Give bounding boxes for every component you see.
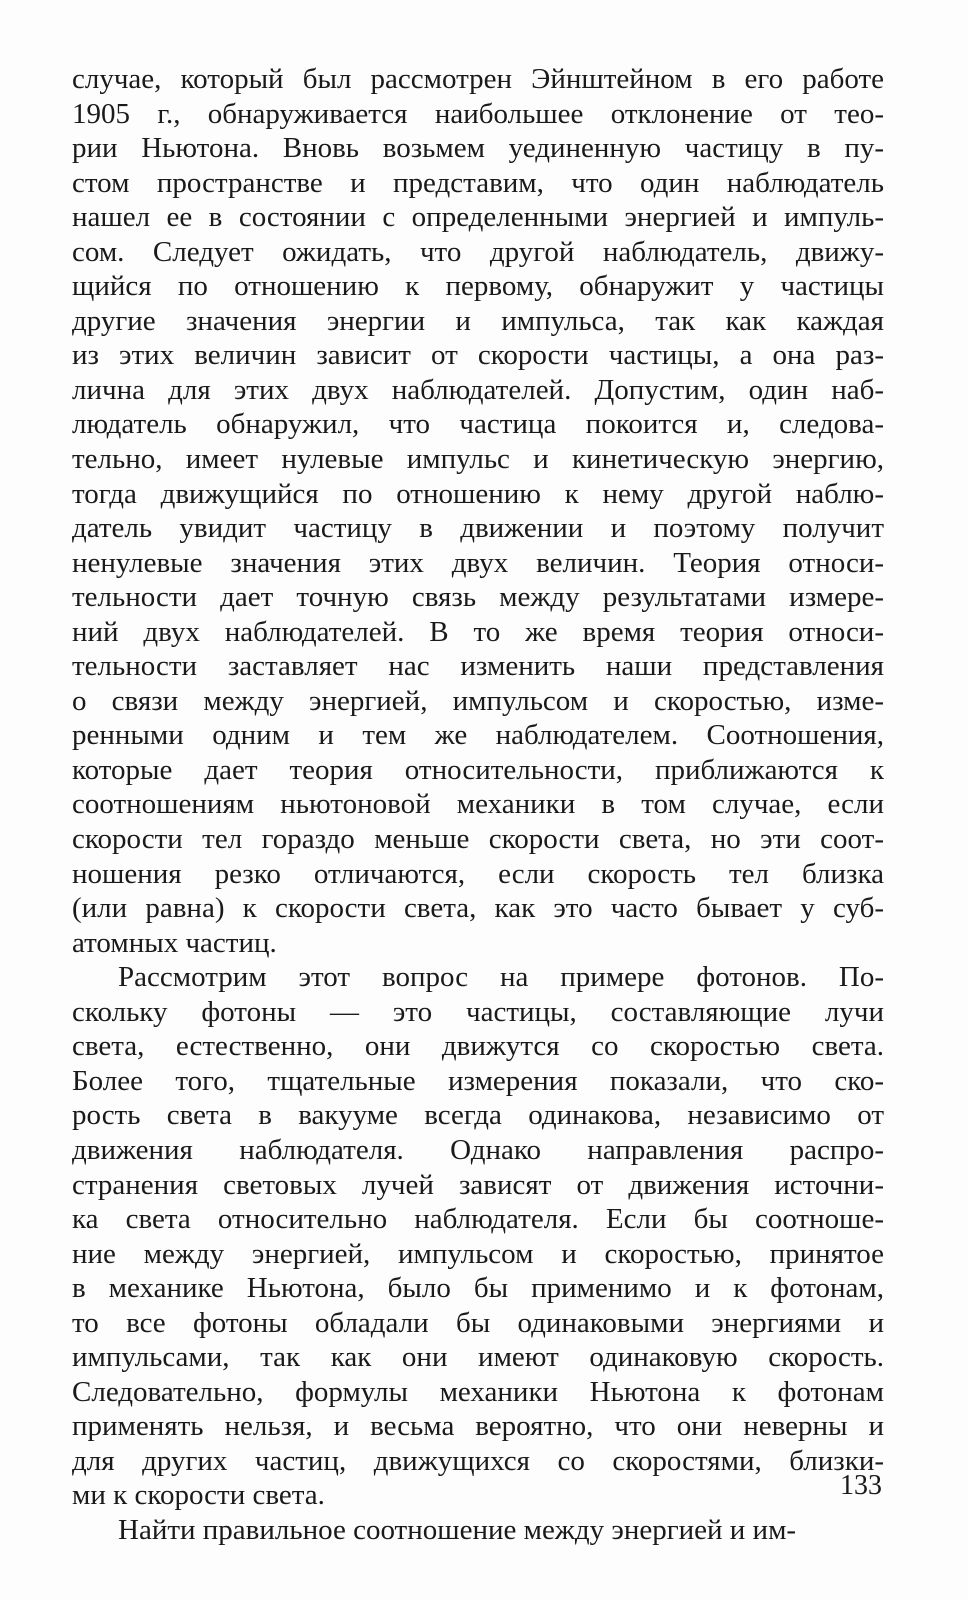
text-line: скорости тел гораздо меньше скорости света, но эти соот- [72,823,884,856]
text-line: которые дает теория относительности, приближаются к [72,753,884,786]
text-line: нашел ее в состоянии с определенными энергией и импуль- [72,201,884,234]
text-line: импульсами, так как они имеют одинаковую скорость. [72,1341,884,1374]
text-line: Рассмотрим этот вопрос на примере фотонов. По- [118,961,884,994]
text-line: движения наблюдателя. Однако направления распро- [72,1133,884,1166]
text-line: в механике Ньютона, было бы применимо и к фотонам, [72,1272,884,1305]
text-line: щийся по отношению к первому, обнаружит у частицы [72,270,884,303]
text-line: 1905 г., обнаруживается наибольшее отклонение от тео- [72,97,884,130]
text-line: ний двух наблюдателей. В то же время теория относи- [72,615,884,648]
text-line: лична для этих двух наблюдателей. Допустим, один наб- [72,373,884,406]
page-number: 133 [840,1470,882,1501]
text-line: скольку фотоны — это частицы, составляющие лучи [72,995,884,1028]
body-text [72,62,884,1548]
text-line: стом пространстве и представим, что один наблюдатель [72,166,884,199]
text-line: ние между энергией, импульсом и скоростью, принятое [72,1237,884,1270]
text-line: тельности дает точную связь между результатами измере- [72,581,884,614]
text-line: применять нельзя, и весьма вероятно, что они неверны и [72,1410,884,1443]
text-line: то все фотоны обладали бы одинаковыми энергиями и [72,1306,884,1339]
text-line: другие значения энергии и импульса, так как каждая [72,304,884,337]
text-line: Более того, тщательные измерения показали, что ско- [72,1064,884,1097]
text-line: ношения резко отличаются, если скорость тел близка [72,857,884,890]
text-line: Следовательно, формулы механики Ньютона к фотонам [72,1375,884,1408]
text-line: сом. Следует ожидать, что другой наблюдатель, движу- [72,235,884,268]
text-line: Найти правильное соотношение между энергией и им- [118,1513,797,1546]
text-line: рии Ньютона. Вновь возьмем уединенную частицу в пу- [72,132,884,165]
text-line: ми к скорости света. [72,1479,325,1512]
text-line: тельности заставляет нас изменить наши представления [72,650,884,683]
text-line: атомных частиц. [72,926,277,959]
text-line: ка света относительно наблюдателя. Если бы соотноше- [72,1203,884,1236]
text-line: ненулевые значения этих двух величин. Теория относи- [72,546,884,579]
text-line: для других частиц, движущихся со скоростями, близки- [72,1444,884,1477]
text-line: (или равна) к скорости света, как это часто бывает у суб- [72,892,884,925]
paragraph [72,1513,884,1548]
text-line: странения световых лучей зависят от движения источни- [72,1168,884,1201]
text-line: тогда движущийся по отношению к нему другой наблю- [72,477,884,510]
text-line: соотношениям ньютоновой механики в том случае, если [72,788,884,821]
paragraph [72,960,884,1513]
text-line: тельно, имеет нулевые импульс и кинетическую энергию, [72,443,884,476]
text-line: людатель обнаружил, что частица покоится и, следова- [72,408,884,441]
text-line: из этих величин зависит от скорости частицы, а она раз- [72,339,884,372]
text-line: света, естественно, они движутся со скоростью света. [72,1030,884,1063]
text-line: датель увидит частицу в движении и поэтому получит [72,512,884,545]
text-line: ренными одним и тем же наблюдателем. Соотношения, [72,719,884,752]
text-line: случае, который был рассмотрен Эйнштейном в его работе [72,63,884,95]
text-line: рость света в вакууме всегда одинакова, независимо от [72,1099,884,1132]
text-line: о связи между энергией, импульсом и скоростью, изме- [72,684,884,717]
paragraph [72,62,884,960]
